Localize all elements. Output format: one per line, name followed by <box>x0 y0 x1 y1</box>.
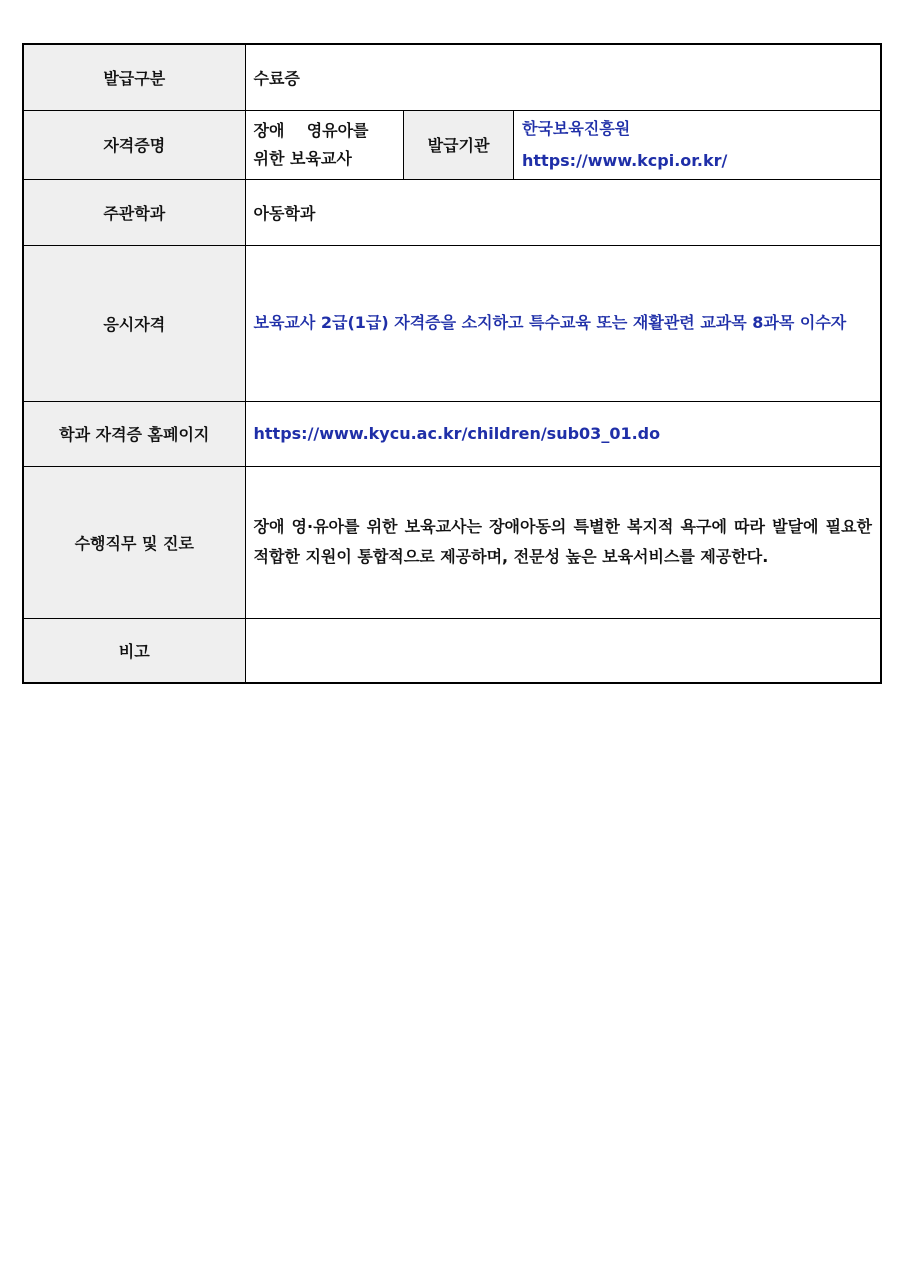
issuer-name: 한국보육진흥원 <box>522 118 631 138</box>
homepage-link[interactable]: https://www.kycu.ac.kr/children/sub03_01.do <box>245 401 881 466</box>
row-homepage <box>23 401 881 466</box>
certificate-info-table <box>22 43 882 684</box>
issue-type-value: 수료증 <box>245 44 881 110</box>
row-cert-name <box>23 110 881 179</box>
row-remarks <box>23 618 881 683</box>
cert-name-subtable <box>246 111 881 179</box>
issuer-url-link[interactable]: https://www.kcpi.or.kr/ <box>522 150 728 170</box>
cert-name-line-1: 장애 영유아를 <box>253 120 369 140</box>
issuer-cell <box>514 111 881 179</box>
eligibility-value: 보육교사 2급(1급) 자격증을 소지하고 특수교육 또는 재활관련 교과목 8과목 이수자 <box>245 245 881 401</box>
row-eligibility <box>23 245 881 401</box>
issue-type-label: 발급구분 <box>23 44 245 110</box>
homepage-label: 학과 자격증 홈페이지 <box>23 401 245 466</box>
eligibility-label: 응시자격 <box>23 245 245 401</box>
cert-name-label: 자격증명 <box>23 110 245 179</box>
duties-label: 수행직무 및 진로 <box>23 466 245 618</box>
duties-value: 장애 영·유아를 위한 보육교사는 장애아동의 특별한 복지적 욕구에 따라 발달에 필요한 적합한 지원이 통합적으로 제공하며, 전문성 높은 보육서비스를 제공한다. <box>245 466 881 618</box>
cert-name-line-2: 위한 보육교사 <box>253 148 352 168</box>
cert-name-value <box>246 111 404 179</box>
issuer-label: 발급기관 <box>404 111 514 179</box>
department-label: 주관학과 <box>23 179 245 245</box>
remarks-value <box>245 618 881 683</box>
row-department <box>23 179 881 245</box>
remarks-label: 비고 <box>23 618 245 683</box>
department-value: 아동학과 <box>245 179 881 245</box>
cert-name-cell <box>245 110 881 179</box>
row-duties <box>23 466 881 618</box>
row-issue-type <box>23 44 881 110</box>
